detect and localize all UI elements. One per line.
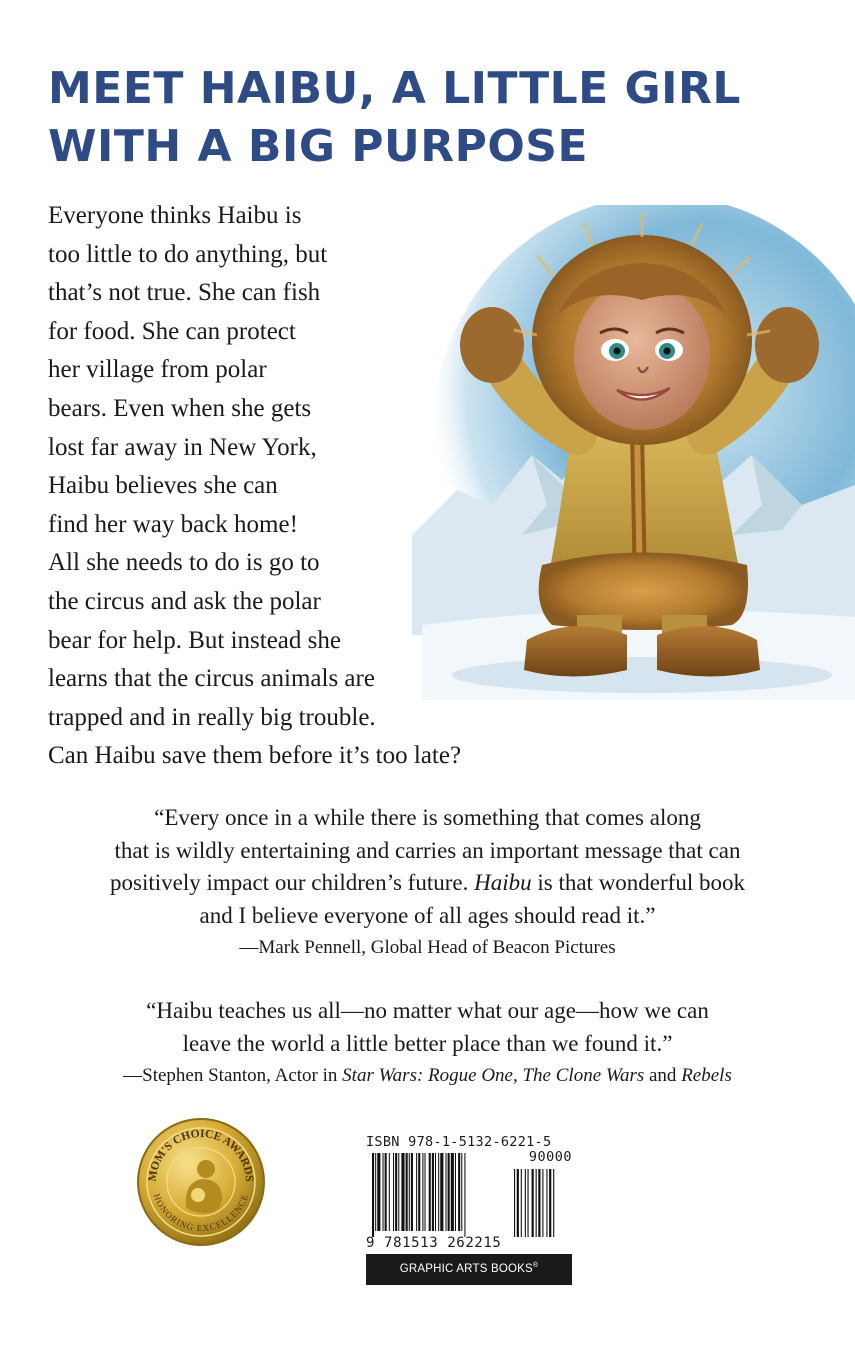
barcode-bar: [372, 1153, 374, 1237]
barcode-bar: [406, 1153, 408, 1231]
blurb-line: that’s not true. She can fish: [48, 279, 321, 307]
barcode-addon-bar: [538, 1169, 540, 1237]
barcode-bars: [366, 1153, 572, 1239]
svg-text:HONORING EXCELLENCE: HONORING EXCELLENCE: [151, 1192, 251, 1234]
barcode-bar: [458, 1153, 460, 1231]
barcode-bar: [461, 1153, 462, 1231]
face: [574, 280, 710, 430]
attribution-title: Rebels: [681, 1065, 732, 1086]
blurb-line: find her way back home!: [48, 510, 298, 538]
blurb-line: the circus and ask the polar: [48, 587, 321, 615]
quote-mark-pennell: [60, 802, 795, 964]
quote-attribution: [60, 1060, 795, 1092]
barcode-block: [366, 1134, 572, 1251]
barcode-addon-bar: [528, 1169, 529, 1237]
quote-line: leave the world a little better place than we found it.”: [182, 1030, 673, 1056]
barcode-bar: [464, 1153, 465, 1237]
barcode-bar: [398, 1153, 399, 1231]
barcode-bar: [383, 1153, 384, 1231]
barcode-bar: [455, 1153, 456, 1231]
registered-mark: ®: [532, 1262, 539, 1270]
barcode-addon-bar: [525, 1169, 526, 1237]
ean-digits: 9 781513 262215: [366, 1235, 502, 1251]
barcode-bar: [385, 1153, 387, 1231]
publisher-name: GRAPHIC ARTS BOOKS: [399, 1263, 533, 1275]
barcode-bar: [401, 1153, 404, 1231]
barcode-addon-bar: [514, 1169, 515, 1237]
barcode-addon-bar: [536, 1169, 537, 1237]
barcode-addon-bar: [532, 1169, 534, 1237]
blurb-line: Can Haibu save them before it’s too late?: [48, 742, 462, 770]
barcode-bar: [429, 1153, 431, 1231]
quote-stephen-stanton: [60, 995, 795, 1092]
barcode-bar: [409, 1153, 410, 1231]
attribution-text: and: [644, 1065, 682, 1086]
blurb-line: lost far away in New York,: [48, 433, 317, 461]
barcode-bar: [446, 1153, 447, 1231]
barcode-bar: [435, 1153, 436, 1231]
barcode-bar: [440, 1153, 443, 1231]
blurb-line: All she needs to do is go to: [48, 549, 320, 577]
blurb-line: bear for help. But instead she: [48, 626, 341, 654]
quote-attribution: —Mark Pennell, Global Head of Beacon Pictures: [239, 937, 616, 958]
haibu-illustration: [412, 205, 855, 700]
barcode-bar: [375, 1153, 376, 1231]
quote-text: positively impact our children’s future.: [110, 870, 475, 895]
right-mitten: [755, 307, 819, 383]
barcode-bar: [377, 1153, 380, 1231]
barcode-bar: [448, 1153, 450, 1231]
barcode-addon-bar: [546, 1169, 547, 1237]
publisher-logo-bar: [366, 1254, 572, 1285]
barcode-bar: [438, 1153, 439, 1231]
blurb-line: bears. Even when she gets: [48, 394, 312, 422]
blurb-line: trapped and in really big trouble.: [48, 703, 376, 731]
barcode-bar: [422, 1153, 423, 1231]
barcode-addon-bar: [521, 1169, 522, 1237]
barcode-addon-bar: [549, 1169, 551, 1237]
barcode-bar: [418, 1153, 420, 1231]
left-mitten: [460, 307, 524, 383]
barcode-addon-bar: [553, 1169, 554, 1237]
barcode-addon-bar: [517, 1169, 519, 1237]
barcode-bar: [411, 1153, 413, 1231]
barcode-bar: [451, 1153, 454, 1231]
barcode-addon-bar: [542, 1169, 543, 1237]
blurb-line: learns that the circus animals are: [48, 665, 375, 693]
quote-line: [60, 867, 795, 900]
headline-line-1: MEET HAIBU, A LITTLE GIRL: [48, 63, 741, 114]
blurb-line: for food. She can protect: [48, 317, 296, 345]
quote-line: “Every once in a while there is something that comes along: [154, 805, 701, 830]
blurb-line: her village from polar: [48, 356, 267, 384]
barcode-bar: [425, 1153, 426, 1231]
price-code: 90000: [528, 1149, 572, 1165]
quote-line: that is wildly entertaining and carries an important message that can: [114, 837, 741, 863]
attribution-text: —Stephen Stanton, Actor in: [123, 1065, 343, 1086]
barcode-bar: [389, 1153, 390, 1231]
quote-line: and I believe everyone of all ages should read it.”: [199, 902, 656, 928]
blurb-line: Everyone thinks Haibu is: [48, 202, 302, 229]
attribution-title: Star Wars: Rogue One, The Clone Wars: [342, 1065, 645, 1086]
isbn-label: ISBN 978-1-5132-6221-5: [366, 1134, 552, 1150]
moms-choice-award-seal: [136, 1117, 266, 1247]
book-title: Haibu: [474, 870, 532, 895]
barcode-bar: [432, 1153, 434, 1231]
barcode-bar: [395, 1153, 397, 1231]
barcode-bar: [416, 1153, 417, 1231]
headline-line-2: WITH A BIG PURPOSE: [48, 121, 589, 172]
quote-line: “Haibu teaches us all—no matter what our age—how we can: [146, 998, 709, 1023]
blurb-line: too little to do anything, but: [48, 240, 328, 268]
svg-text:MOM'S CHOICE AWARDS: MOM'S CHOICE AWARDS: [146, 1127, 256, 1183]
quote-text: is that wonderful book: [531, 870, 745, 895]
blurb-line: Haibu believes she can: [48, 472, 278, 500]
barcode-bar: [393, 1153, 394, 1231]
headline: [48, 60, 808, 176]
